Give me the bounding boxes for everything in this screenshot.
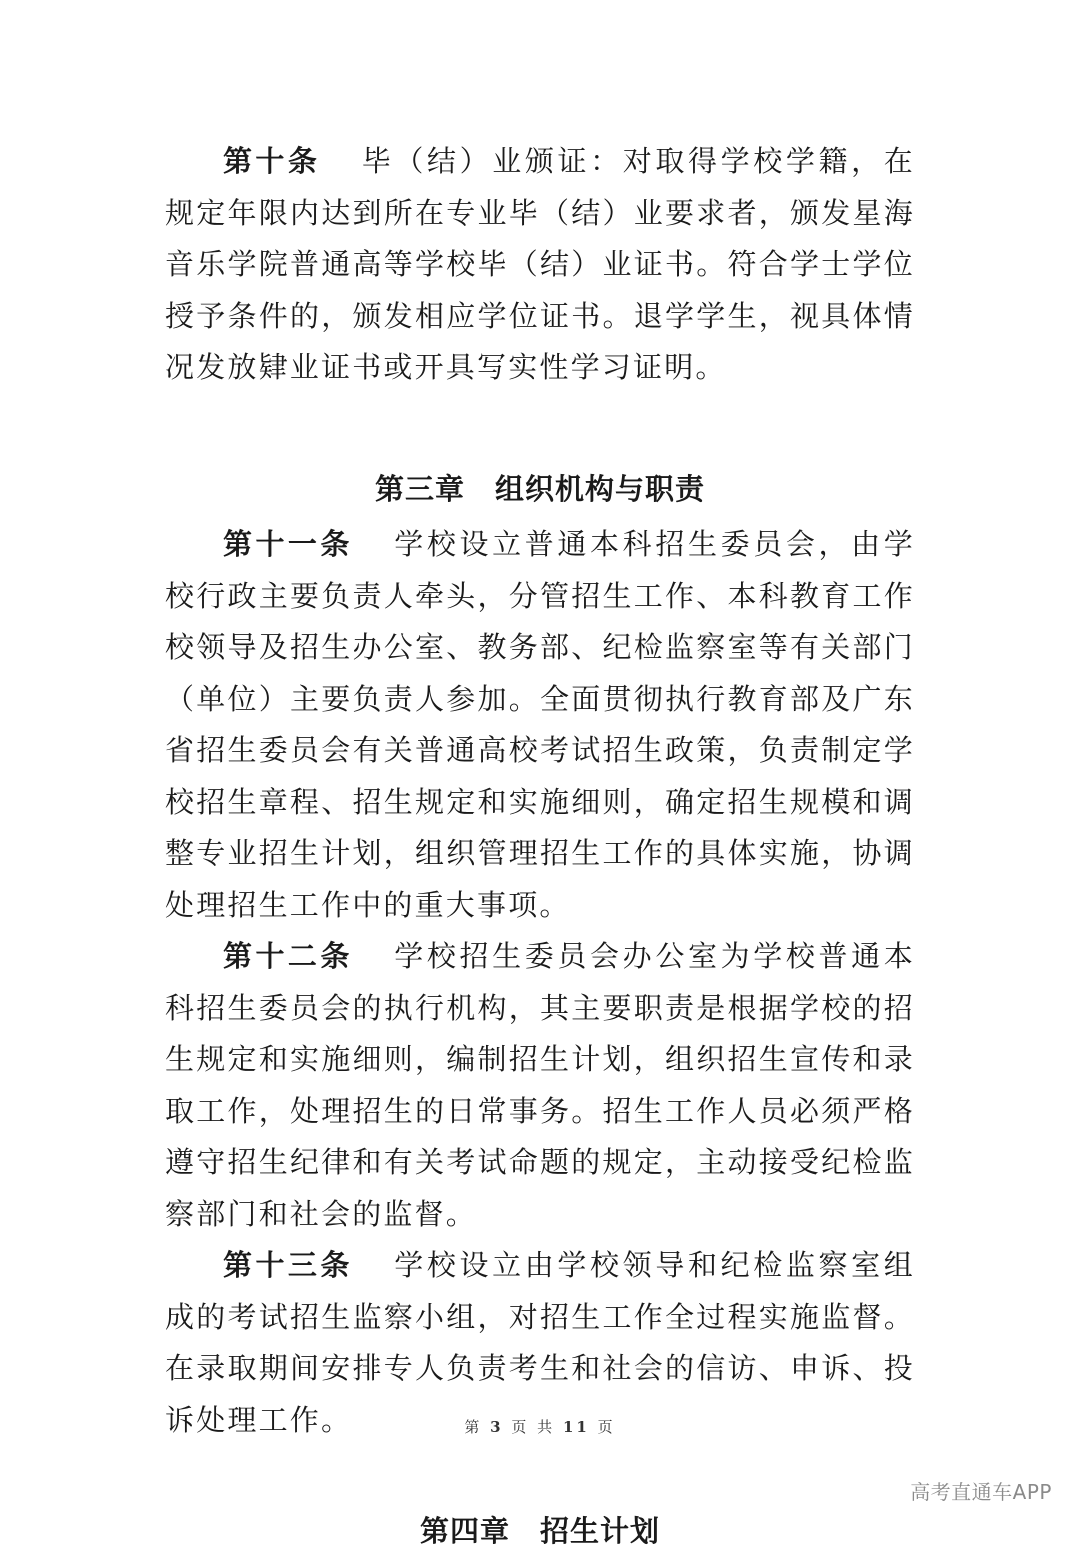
current-page-number: 3 xyxy=(490,1418,504,1436)
article-number: 第十一条 xyxy=(223,527,353,561)
article-text: 学校设立由学校领导和纪检监察室组成的考试招生监察小组，对招生工作全过程实施监督。在录取期间安排专人负责考生和社会的信访、申诉、投诉处理工作。 xyxy=(165,1248,915,1437)
article-text: 学校招生委员会办公室为学校普通本科招生委员会的执行机构，其主要职责是根据学校的招生规定和实施细则，编制招生计划，组织招生宣传和录取工作，处理招生的日常事务。招生工作人员必须严格遵守招生纪律和有关考试命题的规定，主动接受纪检监察部门和社会的监督。 xyxy=(165,939,915,1231)
page-footer xyxy=(0,1416,1080,1437)
chapter-heading xyxy=(165,1506,915,1558)
article-11 xyxy=(165,519,915,931)
article-number: 第十二条 xyxy=(223,939,353,973)
footer-prefix: 第 xyxy=(464,1418,483,1436)
chapter-heading xyxy=(165,464,915,516)
document-body xyxy=(165,136,915,1558)
chapter-number: 第四章 xyxy=(419,1514,510,1548)
footer-suffix: 页 xyxy=(597,1418,616,1436)
chapter-title: 组织机构与职责 xyxy=(495,471,706,506)
watermark: 高考直通车APP xyxy=(910,1480,1052,1504)
chapter-title: 招生计划 xyxy=(540,1514,661,1548)
article-text: 学校设立普通本科招生委员会，由学校行政主要负责人牵头，分管招生工作、本科教育工作校领导及招生办公室、教务部、纪检监察室等有关部门（单位）主要负责人参加。全面贯彻执行教育部及广东省招生委员会有关普通高校考试招生政策，负责制定学校招生章程、招生规定和实施细则，确定招生规模和调整专业招生计划，组织管理招生工作的具体实施，协调处理招生工作中的重大事项。 xyxy=(165,527,915,922)
footer-middle: 页 共 xyxy=(511,1418,556,1436)
article-number: 第十三条 xyxy=(223,1248,353,1282)
article-text: 毕（结）业颁证：对取得学校学籍，在规定年限内达到所在专业毕（结）业要求者，颁发星海音乐学院普通高等学校毕（结）业证书。符合学士学位授予条件的，颁发相应学位证书。退学学生，视具体情况发放肄业证书或开具写实性学习证明。 xyxy=(165,144,915,384)
article-12 xyxy=(165,931,915,1240)
total-page-number: 11 xyxy=(562,1418,590,1436)
article-number: 第十条 xyxy=(223,144,321,178)
chapter-number: 第三章 xyxy=(374,471,465,506)
article-10 xyxy=(165,136,915,394)
